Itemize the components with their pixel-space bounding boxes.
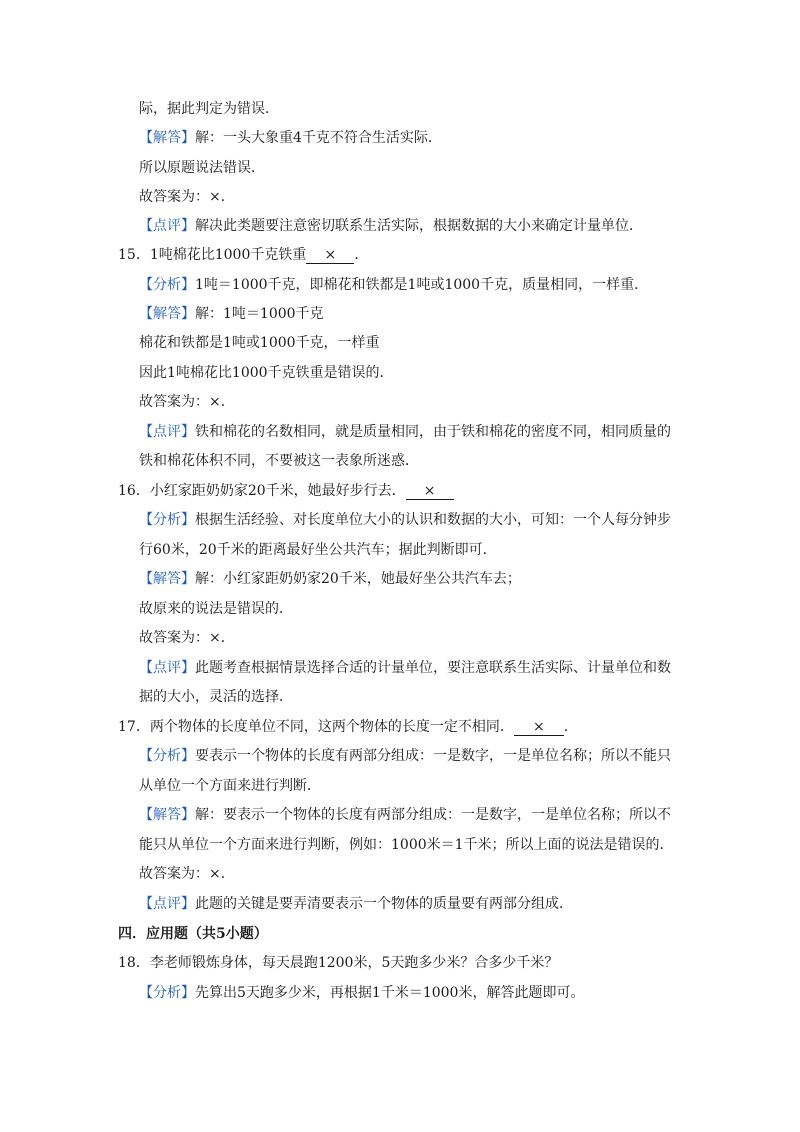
text-line: 所以原题说法错误． — [139, 160, 265, 176]
question-number: 15． — [118, 247, 150, 263]
text-line: 际，据此判定为错误． — [139, 101, 279, 117]
question-text: 两个物体的长度单位不同，这两个物体的长度一定不相同． — [149, 719, 514, 735]
analysis-tag: 【分析】 — [139, 748, 195, 764]
analysis-text: 要表示一个物体的长度有两部分组成：一是数字，一是单位名称；所以不能只 — [195, 748, 671, 764]
text-line: 因此1吨棉花比1000千克铁重是错误的． — [139, 365, 394, 381]
text-line: 铁和棉花体积不同，不要被这一表象所迷惑． — [139, 453, 419, 469]
question-16 — [118, 481, 454, 501]
text-line: 故答案为：×． — [139, 630, 235, 646]
answer-tag: 【解答】 — [139, 571, 195, 587]
text-line: 故答案为：×． — [139, 189, 235, 205]
answer-line — [139, 569, 521, 589]
answer-tag: 【解答】 — [139, 306, 195, 322]
question-text: 李老师锻炼身体，每天晨跑1200米，5天跑多少米？合多少千米？ — [149, 955, 559, 971]
question-number: 17． — [118, 719, 150, 735]
analysis-text: 先算出5天跑多少米，再根据1千米＝1000米，解答此题即可。 — [195, 985, 585, 1001]
comment-text: 铁和棉花的名数相同，就是质量相同，由于铁和棉花的密度不同，相同质量的 — [195, 424, 671, 440]
answer-text: 解：1吨＝1000千克 — [195, 306, 324, 322]
answer-blank: × — [406, 483, 454, 500]
question-15: 15．1吨棉花比1000千克铁重 × ． — [118, 247, 369, 263]
analysis-tag: 【分析】 — [139, 512, 195, 528]
comment-line — [139, 894, 573, 914]
question-18 — [118, 953, 558, 973]
text-line: 故答案为：×． — [139, 866, 235, 882]
answer-text: 解：小红家距奶奶家20千米，她最好坐公共汽车去； — [195, 571, 521, 587]
answer-tag: 【解答】 — [139, 807, 195, 823]
analysis-tag: 【分析】 — [139, 277, 195, 293]
comment-line — [139, 658, 671, 678]
answer-text: 解：一头大象重4千克不符合生活实际． — [195, 130, 442, 146]
comment-tag: 【点评】 — [139, 424, 195, 440]
comment-tag: 【点评】 — [139, 896, 195, 912]
question-number: 18． — [118, 955, 150, 971]
comment-line — [139, 422, 671, 442]
question-text: 小红家距奶奶家20千米，她最好步行去． — [149, 483, 406, 499]
section-heading: 四．应用题（共5小题） — [118, 926, 268, 942]
analysis-tag: 【分析】 — [139, 985, 195, 1001]
text-line: 从单位一个方面来进行判断． — [139, 778, 321, 794]
comment-tag: 【点评】 — [139, 660, 195, 676]
answer-blank: × — [306, 247, 354, 264]
comment-tag: 【点评】 — [139, 218, 195, 234]
text-line: 能只从单位一个方面来进行判断，例如：1000米＝1千米；所以上面的说法是错误的． — [139, 837, 674, 853]
text-line: 故原来的说法是错误的． — [139, 601, 293, 617]
question-17: 17．两个物体的长度单位不同，这两个物体的长度一定不相同． × ． — [118, 719, 578, 735]
comment-line — [139, 216, 643, 236]
analysis-text: 1吨＝1000千克，即棉花和铁都是1吨或1000千克，质量相同，一样重． — [195, 277, 649, 293]
text-line: 据的大小，灵活的选择． — [139, 689, 293, 705]
comment-text: 解决此类题要注意密切联系生活实际，根据数据的大小来确定计量单位． — [195, 218, 643, 234]
analysis-text: 根据生活经验、对长度单位大小的认识和数据的大小，可知：一个人每分钟步 — [195, 512, 671, 528]
answer-line — [139, 805, 671, 825]
answer-blank: × — [514, 719, 564, 736]
answer-line — [139, 304, 324, 324]
answer-tag: 【解答】 — [139, 130, 195, 146]
comment-text: 此题的关键是要弄清要表示一个物体的质量要有两部分组成． — [195, 896, 573, 912]
question-number: 16． — [118, 483, 150, 499]
comment-text: 此题考查根据情景选择合适的计量单位，要注意联系生活实际、计量单位和数 — [195, 660, 671, 676]
analysis-line — [139, 983, 584, 1003]
answer-text: 解：要表示一个物体的长度有两部分组成：一是数字，一是单位名称；所以不 — [195, 807, 671, 823]
text-line: 棉花和铁都是1吨或1000千克，一样重 — [139, 335, 380, 351]
answer-line — [139, 128, 442, 148]
analysis-line — [139, 510, 671, 530]
analysis-line — [139, 746, 671, 766]
text-line: 故答案为：×． — [139, 394, 235, 410]
analysis-line — [139, 275, 648, 295]
text-line: 行60米，20千米的距离最好坐公共汽车；据此判断即可． — [139, 542, 497, 558]
question-text: 1吨棉花比1000千克铁重 — [149, 247, 307, 263]
